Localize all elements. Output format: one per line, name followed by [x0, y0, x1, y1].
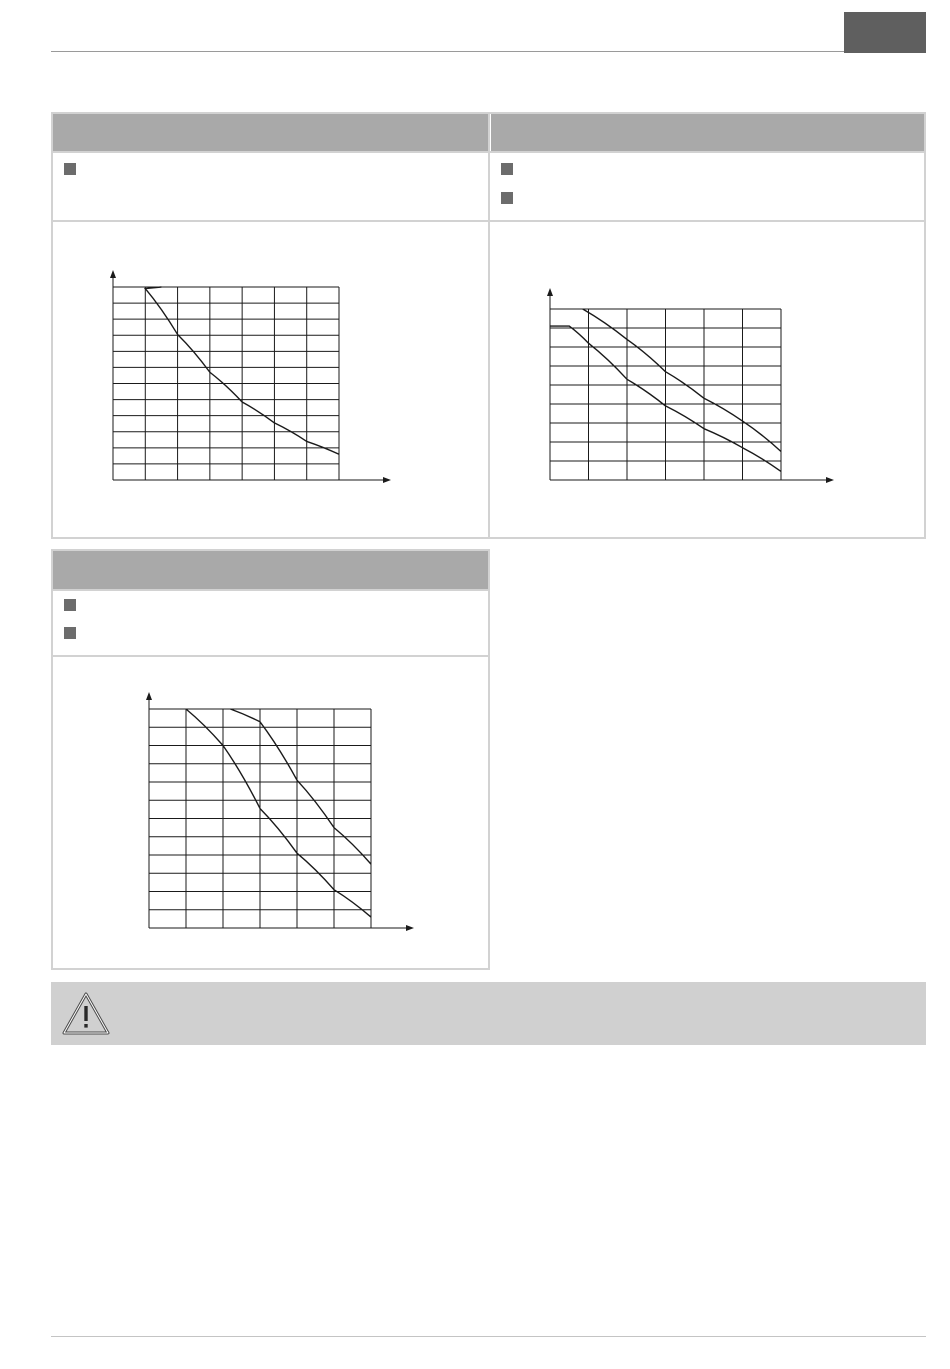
series-line	[186, 709, 371, 917]
warning-box	[51, 982, 926, 1045]
series-line	[583, 309, 781, 452]
x-axis-arrow-icon	[826, 477, 834, 483]
bullet-divider	[53, 220, 924, 222]
section-tab	[844, 12, 926, 53]
footer-rule	[51, 1336, 926, 1337]
bullet-square-icon	[501, 163, 513, 175]
bullet-square-icon	[64, 163, 76, 175]
bullet-item	[64, 627, 86, 641]
bullet-item	[64, 163, 86, 177]
column-divider	[488, 114, 490, 537]
header-divider	[53, 589, 488, 591]
bullet-item	[64, 599, 86, 613]
y-axis-arrow-icon	[110, 270, 116, 278]
panel-header-bottom	[53, 551, 488, 589]
chart-top-left	[104, 266, 396, 488]
bullet-square-icon	[501, 192, 513, 204]
series-line	[230, 709, 371, 864]
bullet-item	[501, 163, 523, 177]
panel-header-left	[53, 114, 488, 151]
header-rule	[51, 51, 844, 52]
chart-bottom-left	[141, 688, 419, 936]
bullet-divider	[53, 655, 488, 657]
bullet-square-icon	[64, 627, 76, 639]
panel-header-right	[491, 114, 924, 151]
warning-triangle-icon	[61, 991, 111, 1037]
x-axis-arrow-icon	[406, 925, 414, 931]
header-divider	[53, 151, 924, 153]
y-axis-arrow-icon	[146, 692, 152, 700]
bullet-square-icon	[64, 599, 76, 611]
y-axis-arrow-icon	[547, 288, 553, 296]
bullet-item	[501, 192, 523, 206]
chart-top-right	[541, 284, 839, 488]
x-axis-arrow-icon	[383, 477, 391, 483]
